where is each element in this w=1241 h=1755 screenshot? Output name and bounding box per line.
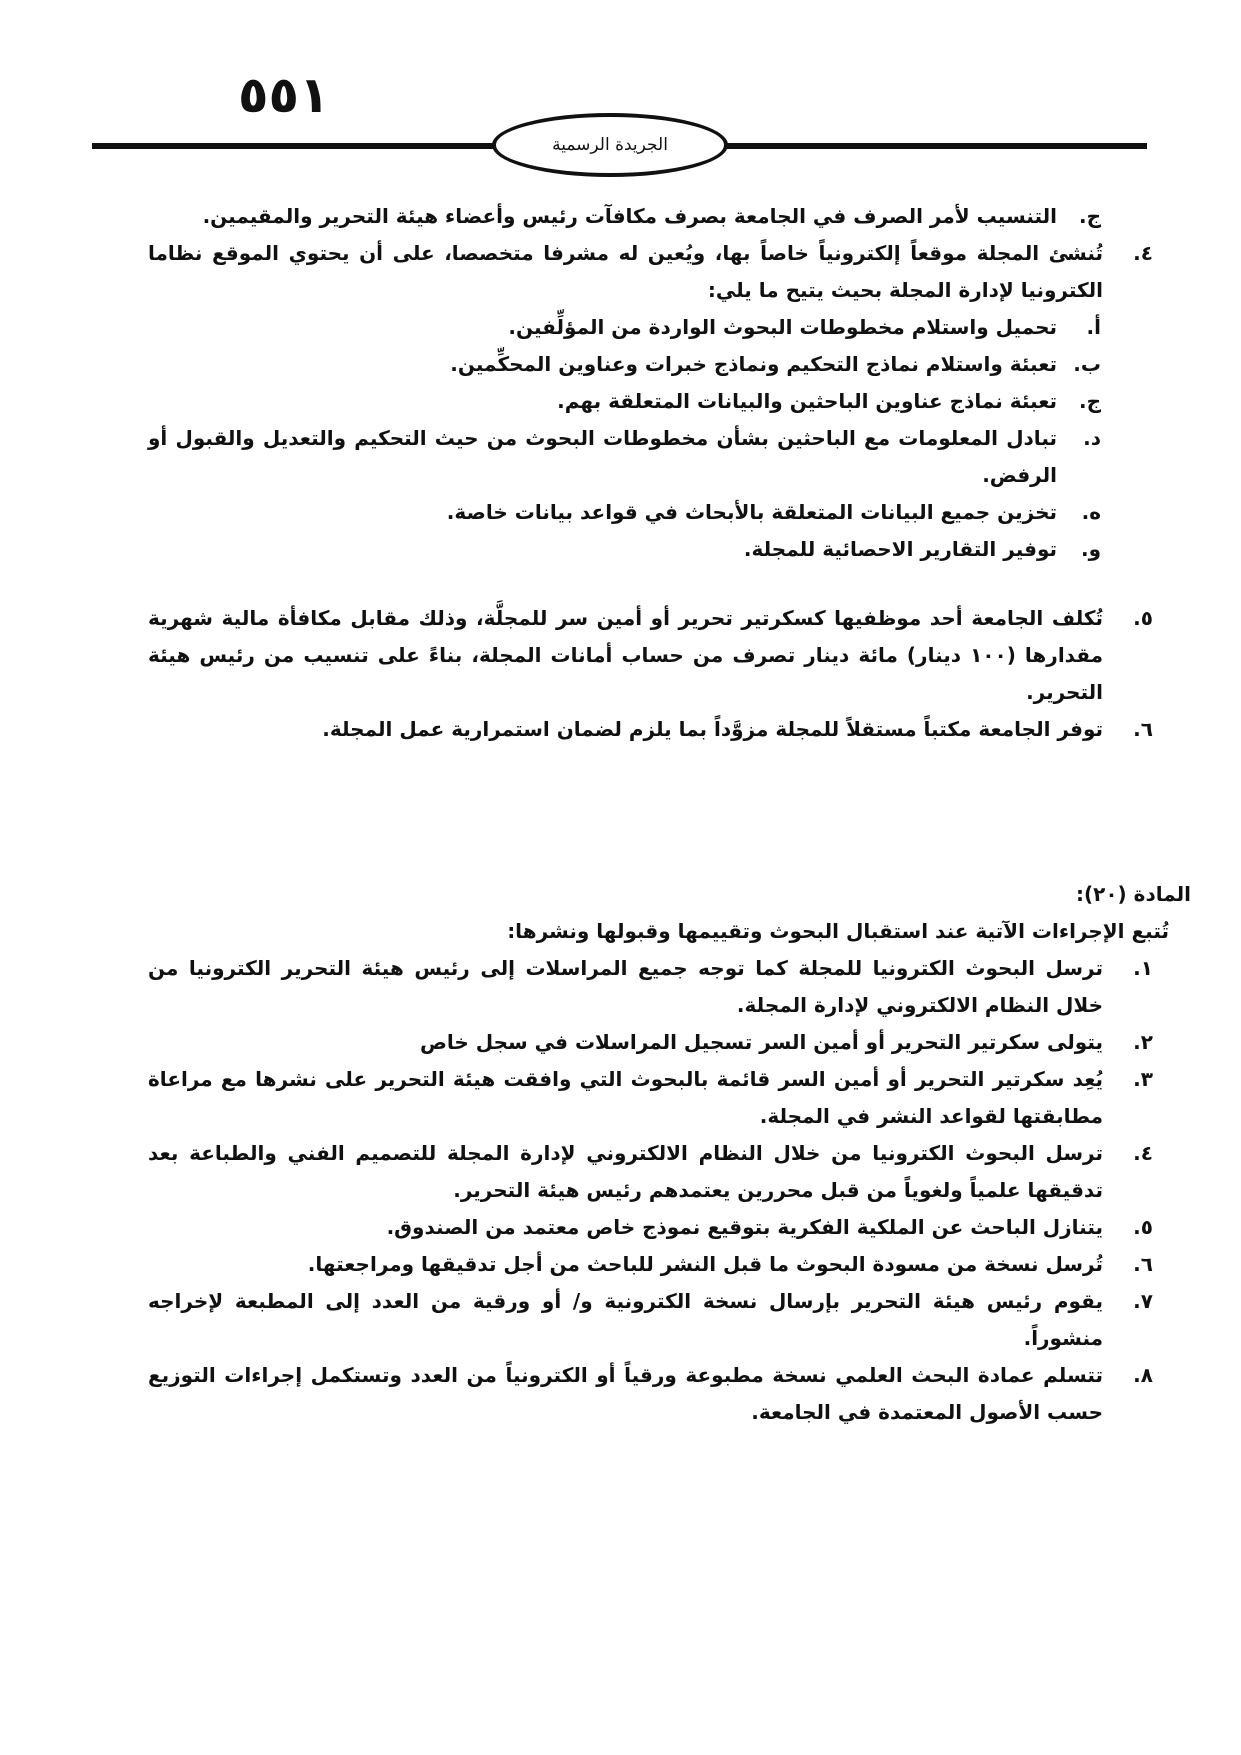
- subclause-marker: ه.: [1081, 500, 1101, 524]
- procedure-item-6: [148, 1246, 1153, 1283]
- subclause-j: [148, 383, 1153, 420]
- procedure-marker: ٨.: [1133, 1363, 1153, 1387]
- clause-j: [148, 198, 1153, 235]
- subclause-text: تخزين جميع البيانات المتعلقة بالأبحاث في قواعد بيانات خاصة.: [446, 500, 1057, 524]
- procedure-marker: ٧.: [1133, 1289, 1153, 1313]
- clause-marker: ٤.: [1133, 241, 1153, 265]
- procedure-marker: ١.: [1133, 956, 1153, 980]
- subclause-text: تحميل واستلام مخطوطات البحوث الواردة من المؤلِّفين.: [508, 315, 1057, 339]
- procedure-text: تُرسل نسخة من مسودة البحوث ما قبل النشر للباحث من أجل تدقيقها ومراجعتها.: [307, 1252, 1103, 1276]
- subclause-marker: و.: [1080, 537, 1101, 561]
- clause-6: [148, 711, 1153, 748]
- article-heading: المادة (٢٠):: [1075, 882, 1191, 906]
- procedure-item-7: [148, 1283, 1153, 1357]
- procedure-marker: ٢.: [1133, 1030, 1153, 1054]
- clause-text: توفر الجامعة مكتباً مستقلاً للمجلة مزوَّداً بما يلزم لضمان استمرارية عمل المجلة.: [322, 717, 1103, 741]
- procedure-text: ترسل البحوث الكترونيا من خلال النظام الالكتروني لإدارة المجلة للتصميم الفني والطباعة بعد تدقيقها علمياً ولغوياً من قبل محررين يعتمدهم رئيس هيئة التحرير.: [148, 1141, 1103, 1202]
- procedure-text: ترسل البحوث الكترونيا للمجلة كما توجه جميع المراسلات إلى رئيس هيئة التحرير الكترونيا من خلال النظام الالكتروني لإدارة المجلة.: [148, 956, 1103, 1017]
- procedure-item-5: [148, 1209, 1153, 1246]
- subclause-marker: أ.: [1086, 315, 1101, 339]
- clause-4: [148, 235, 1153, 309]
- subclause-marker: ب.: [1073, 352, 1101, 376]
- procedure-text: يتولى سكرتير التحرير أو أمين السر تسجيل المراسلات في سجل خاص: [419, 1030, 1103, 1054]
- clause-text: تُنشئ المجلة موقعاً إلكترونياً خاصاً بها، ويُعين له مشرفا متخصصا، على أن يحتوي الموقع نظاما الكترونيا لإدارة المجلة بحيث يتيح ما يلي:: [148, 241, 1103, 302]
- subclause-b: [148, 346, 1153, 383]
- procedure-item-4: [148, 1135, 1153, 1209]
- clause-text: تُكلف الجامعة أحد موظفيها كسكرتير تحرير أو أمين سر للمجلَّة، وذلك مقابل مكافأة مالية شهرية مقدارها (١٠٠ دينار) مائة دينار تصرف من حساب أمانات المجلة، بناءً على تنسيب من رئيس هيئة التحرير.: [148, 606, 1104, 704]
- procedure-text: يُعِد سكرتير التحرير أو أمين السر قائمة بالبحوث التي وافقت هيئة التحرير على نشرها مع مراعاة مطابقتها لقواعد النشر في المجلة.: [148, 1067, 1103, 1128]
- clause-5: [148, 600, 1153, 711]
- procedure-marker: ٤.: [1133, 1141, 1153, 1165]
- clause-marker: ج.: [1078, 204, 1101, 228]
- subclause-text: تعبئة نماذج عناوين الباحثين والبيانات المتعلقة بهم.: [557, 389, 1057, 413]
- subclause-text: تبادل المعلومات مع الباحثين بشأن مخطوطات البحوث من حيث التحكيم والتعديل والقبول أو الرفض.: [148, 426, 1057, 487]
- subclause-d: [148, 420, 1153, 494]
- procedure-text: يتنازل الباحث عن الملكية الفكرية بتوقيع نموذج خاص معتمد من الصندوق.: [386, 1215, 1103, 1239]
- procedure-text: تتسلم عمادة البحث العلمي نسخة مطبوعة ورقياً أو الكترونياً من العدد وتستكمل إجراءات التوزيع حسب الأصول المعتمدة في الجامعة.: [148, 1363, 1103, 1424]
- subclause-text: توفير التقارير الاحصائية للمجلة.: [743, 537, 1057, 561]
- procedure-marker: ٥.: [1133, 1215, 1153, 1239]
- procedure-item-3: [148, 1061, 1153, 1135]
- procedure-item-8: [148, 1357, 1153, 1431]
- subclause-h: [148, 494, 1153, 531]
- procedure-text: يقوم رئيس هيئة التحرير بإرسال نسخة الكترونية و/ أو ورقية من العدد إلى المطبعة لإخراجه منشوراً.: [148, 1289, 1103, 1350]
- subclause-a: [148, 309, 1153, 346]
- masthead-title: الجريدة الرسمية: [552, 135, 668, 155]
- clause-text: التنسيب لأمر الصرف في الجامعة بصرف مكافآت رئيس وأعضاء هيئة التحرير والمقيمين.: [202, 204, 1057, 228]
- clause-marker: ٦.: [1133, 717, 1153, 741]
- subclause-marker: د.: [1083, 426, 1101, 450]
- subclause-marker: ج.: [1078, 389, 1101, 413]
- procedure-marker: ٦.: [1133, 1252, 1153, 1276]
- page-number: ٥٥١: [238, 66, 330, 124]
- article-intro: تُتبع الإجراءات الآتية عند استقبال البحوث وتقييمها وقبولها ونشرها:: [507, 919, 1169, 943]
- subclause-w: [148, 531, 1153, 568]
- masthead-oval: [492, 113, 728, 177]
- document-body: [148, 198, 1191, 1431]
- procedure-item-1: [148, 950, 1153, 1024]
- clause-marker: ٥.: [1133, 606, 1153, 630]
- procedure-item-2: [148, 1024, 1153, 1061]
- procedure-marker: ٣.: [1133, 1067, 1153, 1091]
- subclause-text: تعبئة واستلام نماذج التحكيم ونماذج خبرات وعناوين المحكِّمين.: [450, 352, 1057, 376]
